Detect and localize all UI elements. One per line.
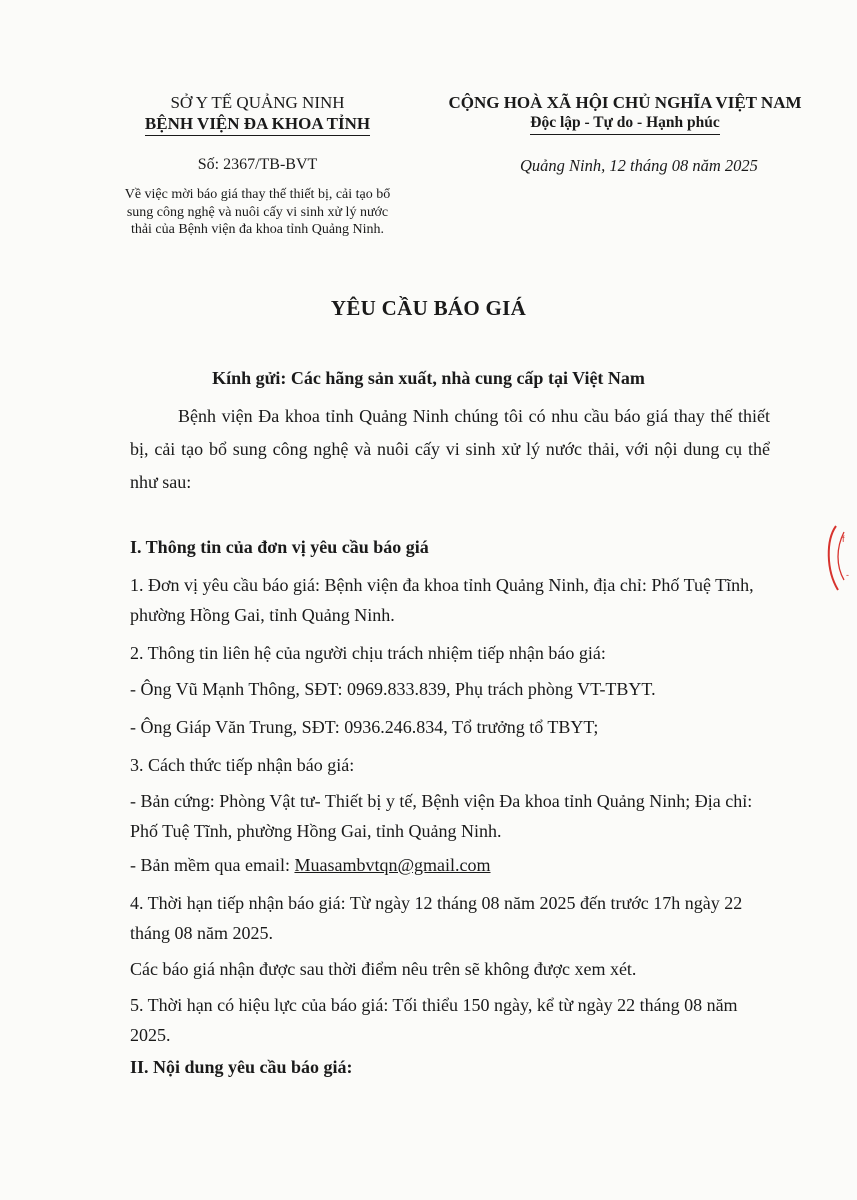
svg-text:f: f [842,534,845,544]
item-1: 1. Đơn vị yêu cầu báo giá: Bệnh viện đa khoa tỉnh Quảng Ninh, địa chỉ: Phố Tuệ Tĩnh, phường Hồng Gai, tỉnh Quảng Ninh. [130,575,754,625]
agency-name: SỞ Y TẾ QUẢNG NINH [170,93,345,112]
recipient-line: Kính gửi: Các hãng sản xuất, nhà cung cấp tại Việt Nam [212,368,645,388]
country-name: CỘNG HOÀ XÃ HỘI CHỦ NGHĨA VIỆT NAM [448,93,802,112]
intro-paragraph: Bệnh viện Đa khoa tỉnh Quảng Ninh chúng tôi có nhu cầu báo giá thay thế thiết bị, cải tạo bổ sung công nghệ và nuôi cấy vi sinh xử lý nước thải, với nội dung cụ thể như sau: [130,406,770,492]
svg-text:-: - [846,570,849,580]
section-1-heading: I. Thông tin của đơn vị yêu cầu báo giá [130,537,429,557]
soft-copy-line [130,850,775,880]
unit-name: BỆNH VIỆN ĐA KHOA TỈNH [145,113,370,136]
email-link[interactable]: Muasambvtqn@gmail.com [294,855,491,875]
late-note: Các báo giá nhận được sau thời điểm nêu trên sẽ không được xem xét. [130,959,637,979]
document-subject: Về việc mời báo giá thay thế thiết bị, cải tạo bổ sung công nghệ và nuôi cấy vi sinh xử lý nước thải của Bệnh viện đa khoa tỉnh Quảng Ninh. [124,187,391,237]
item-3: 3. Cách thức tiếp nhận báo giá: [130,755,355,775]
section-2-heading: II. Nội dung yêu cầu báo giá: [130,1057,353,1077]
hard-copy-line: - Bản cứng: Phòng Vật tư- Thiết bị y tế, Bệnh viện Đa khoa tỉnh Quảng Ninh; Địa chỉ: Phố Tuệ Tĩnh, phường Hồng Gai, tỉnh Quảng Ninh. [130,791,753,841]
soft-copy-label: - Bản mềm qua email: [130,855,295,875]
issue-date: Quảng Ninh, 12 tháng 08 năm 2025 [520,156,758,175]
contact-1: - Ông Vũ Mạnh Thông, SĐT: 0969.833.839, Phụ trách phòng VT-TBYT. [130,679,656,699]
document-number: Số: 2367/TB-BVT [197,156,318,173]
national-motto: Độc lập - Tự do - Hạnh phúc [530,113,719,135]
national-header [425,92,825,135]
red-stamp-fragment [822,520,857,600]
item-5: 5. Thời hạn có hiệu lực của báo giá: Tối thiểu 150 ngày, kể từ ngày 22 tháng 08 năm 2025. [130,995,738,1045]
contact-2: - Ông Giáp Văn Trung, SĐT: 0936.246.834, Tổ trưởng tổ TBYT; [130,717,599,737]
item-4: 4. Thời hạn tiếp nhận báo giá: Từ ngày 12 tháng 08 năm 2025 đến trước 17h ngày 22 tháng 08 năm 2025. [130,893,743,943]
issuer-block [120,92,395,136]
item-2: 2. Thông tin liên hệ của người chịu trách nhiệm tiếp nhận báo giá: [130,643,606,663]
document-title: YÊU CẦU BÁO GIÁ [330,296,527,320]
